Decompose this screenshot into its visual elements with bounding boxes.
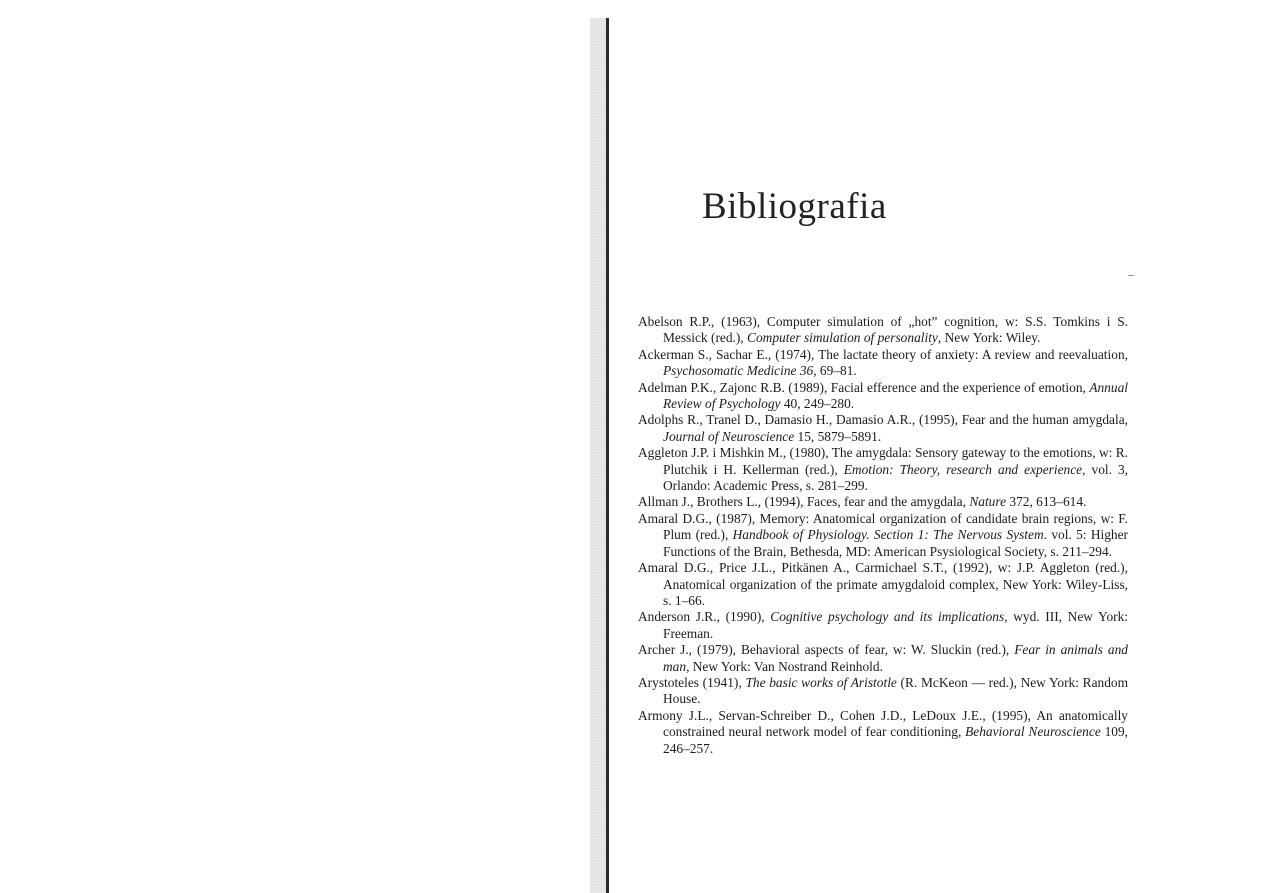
entry-title-italic: Behavioral Neuroscience — [965, 724, 1101, 740]
entry-text: Ackerman S., Sachar E., (1974), The lactate theory of anxiety: A review and reevaluation, — [638, 346, 1128, 362]
entry-text: Adolphs R., Tranel D., Damasio H., Damasio A.R., (1995), Fear and the human amygdala, — [638, 412, 1128, 428]
right-page — [609, 0, 1266, 893]
entry-text-tail: 372, 613–614. — [1006, 494, 1087, 510]
entry-title-italic: Computer simulation of personality — [747, 330, 938, 346]
entry-text-tail: , New York: Van Nostrand Reinhold. — [686, 658, 883, 674]
bibliography-entry — [638, 412, 1128, 445]
bibliography-entry — [638, 347, 1128, 380]
entry-text-tail: . vol. 5: Higher Functions of the Brain, Bethesda, MD: American Psysiological Society, s. 211–294. — [663, 527, 1129, 559]
entry-title-italic: Annual Review of Psychology — [663, 379, 1128, 412]
entry-text: Archer J., (1979), Behavioral aspects of fear, w: W. Sluckin (red.), — [638, 642, 1015, 658]
left-page-blank — [0, 0, 592, 893]
entry-text-tail: 109, 246–257. — [663, 724, 1129, 756]
entry-title-italic: Fear in animals and man — [663, 642, 1129, 674]
entry-text: Anderson J.R., (1990), — [638, 609, 771, 625]
entry-text: Abelson R.P., (1963), Computer simulation of „hot” cognition, w: S.S. Tomkins i S. Messick (red.), — [638, 314, 1128, 346]
entry-text-tail: 15, 5879–5891. — [794, 428, 882, 444]
chapter-title: Bibliografia — [702, 185, 887, 227]
entry-title-italic: Cognitive psychology and its implications — [770, 609, 1005, 625]
bibliography-entry — [638, 494, 1128, 510]
entry-title-italic: Journal of Neuroscience — [663, 428, 795, 444]
entry-text: Adelman P.K., Zajonc R.B. (1989), Facial efference and the experience of emotion, — [638, 379, 1090, 395]
bibliography-entry — [638, 642, 1128, 675]
entry-text: Aggleton J.P. i Mishkin M., (1980), The amygdala: Sensory gateway to the emotions, w: R. Plutchik i H. Kellerman (red.), — [638, 445, 1128, 477]
bibliography-entry — [638, 560, 1128, 609]
entry-text-tail: (R. McKeon — red.), New York: Random House. — [663, 674, 1129, 707]
bibliography-list — [638, 314, 1128, 757]
bibliography-entry — [638, 314, 1128, 347]
bibliography-entry — [638, 708, 1128, 757]
bibliography-entry — [638, 380, 1128, 413]
entry-text: Amaral D.G., (1987), Memory: Anatomical organization of candidate brain regions, w: F. Plum (red.), — [638, 510, 1128, 543]
scan-speck — [1128, 275, 1134, 276]
entry-title-italic: Emotion: Theory, research and experience — [843, 461, 1083, 477]
entry-text-tail: , New York: Wiley. — [937, 330, 1041, 346]
entry-title-italic: Psychosomatic Medicine 36 — [663, 363, 814, 379]
entry-title-italic: Handbook of Physiology. Section 1: The Nervous System — [732, 527, 1044, 543]
bibliography-entry — [638, 511, 1128, 560]
entry-title-italic: Nature — [969, 494, 1007, 510]
bibliography-entry — [638, 609, 1128, 642]
entry-text-tail: , 69–81. — [813, 363, 857, 379]
entry-text-tail: 40, 249–280. — [780, 396, 855, 412]
bibliography-entry — [638, 445, 1128, 494]
entry-text: Armony J.L., Servan-Schreiber D., Cohen J.D., LeDoux J.E., (1995), An anatomically constrained neural network model of fear conditioning, — [638, 707, 1128, 740]
bibliography-entry — [638, 675, 1128, 708]
entry-title-italic: The basic works of Aristotle — [745, 674, 897, 690]
entry-text: Amaral D.G., Price J.L., Pitkänen A., Carmichael S.T., (1992), w: J.P. Aggleton (red.), Anatomical organization of the primate amygdaloid complex, New York: Wiley-Liss, s. 1–66. — [638, 560, 1128, 608]
entry-text-tail: , vol. 3, Orlando: Academic Press, s. 281–299. — [663, 461, 1129, 494]
entry-text-tail: , wyd. III, New York: Freeman. — [663, 609, 1129, 641]
entry-text: Allman J., Brothers L., (1994), Faces, fear and the amygdala, — [638, 494, 970, 510]
entry-text: Arystoteles (1941), — [638, 674, 746, 690]
